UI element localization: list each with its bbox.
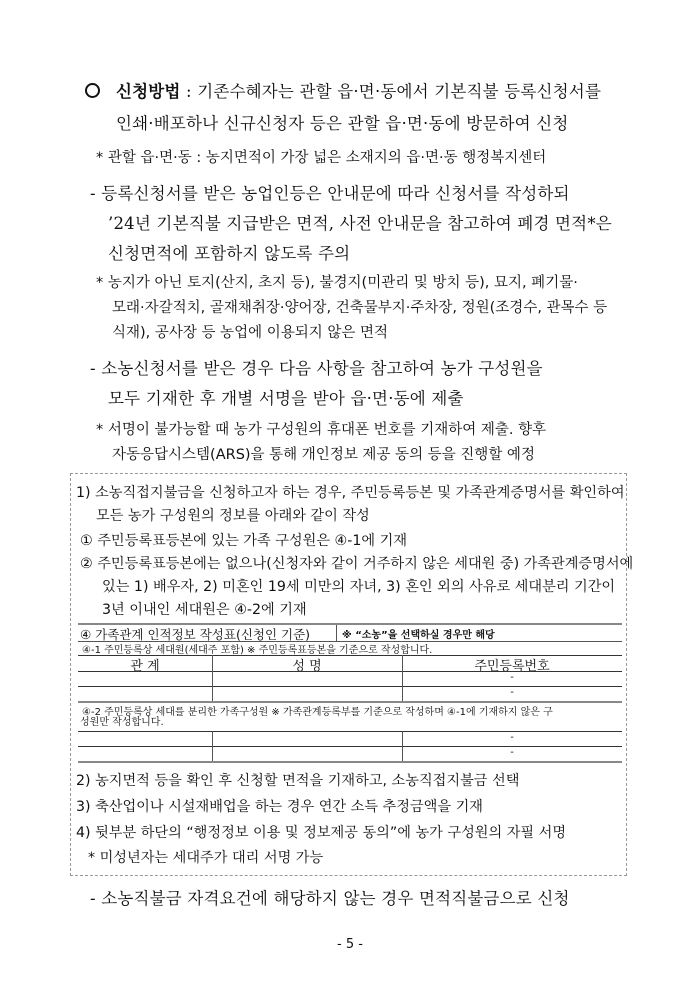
family-table-title-row (78, 623, 622, 642)
family-table-title-text: ④ 가족관계 인적정보 작성표(신청인 기준) (80, 627, 311, 642)
table-divider (78, 746, 622, 747)
note-signature-line2: 자동응답시스템(ARS)을 통해 개인정보 제공 동의 등을 진행할 예정 (112, 447, 535, 463)
resident-number-cell[interactable]: - (510, 672, 514, 683)
table-divider (78, 731, 622, 732)
dash-item-1-line2: ’24년 기본직불 지급받은 면적, 사전 안내문을 참고하여 폐경 면적*은 (108, 214, 612, 233)
table-divider (78, 686, 622, 687)
column-divider (402, 731, 403, 761)
header-name: 성 명 (292, 659, 322, 674)
column-divider (212, 655, 213, 701)
dash-item-2-line2: 모두 기재한 후 개별 서명을 받아 읍·면·동에 제출 (108, 389, 464, 408)
table-divider (78, 761, 622, 763)
box-item-4: 4) 뒷부분 하단의 “행정정보 이용 및 정보제공 동의”에 농가 구성원의 자필 서명 (76, 825, 567, 841)
box-sub-1: ① 주민등록표등본에 있는 가족 구성원은 ④-1에 기재 (80, 533, 408, 549)
box-sub-2-line1: ② 주민등록표등본에는 없으나(신청자와 같이 거주하지 않은 세대원 중) 가족관계증명서에 (80, 556, 634, 572)
dash-item-2-line1: - 소농신청서를 받은 경우 다음 사항을 참고하여 농가 구성원을 (90, 359, 543, 378)
family-table-title (80, 625, 337, 641)
note-nonfarm-line2: 모래·자갈적치, 골재채취장·양어장, 건축물부지·주차장, 정원(조경수, 관목수 등 (112, 300, 608, 316)
application-method-text: 기존수혜자는 관할 읍·면·동에서 기본직불 등록신청서를 (197, 82, 602, 101)
box-item-3: 3) 축산업이나 시설재배업을 하는 경우 연간 소득 추정금액을 기재 (76, 799, 483, 815)
resident-number-cell[interactable]: - (510, 732, 514, 743)
part2-caption-line1: ④-2 주민등록상 세대를 분리한 가족구성원 ※ 가족관계등록부를 기준으로 작성하며 ④-1에 기재하지 않은 구 (82, 707, 553, 718)
box-item-4-note: * 미성년자는 세대주가 대리 서명 가능 (88, 850, 324, 866)
dash-item-3: - 소농직불금 자격요건에 해당하지 않는 경우 면적직불금으로 신청 (90, 889, 570, 908)
application-method-label: 신청방법 (116, 82, 181, 101)
note-nonfarm-line3: 식재), 공사장 등 농업에 이용되지 않은 면적 (112, 325, 389, 341)
label-separator: : (180, 82, 198, 101)
box-item-1-line1: 1) 소농직접지불금을 신청하고자 하는 경우, 주민등록등본 및 가족관계증명서를 확인하여 (76, 485, 625, 501)
resident-number-cell[interactable]: - (510, 687, 514, 698)
application-method-line1 (116, 78, 601, 102)
dash-item-1-line1: - 등록신청서를 받은 농업인등은 안내문에 따라 신청서를 작성하되 (90, 184, 570, 203)
note-jurisdiction: * 관할 읍·면·동 : 농지면적이 가장 넓은 소재지의 읍·면·동 행정복지센터 (96, 150, 547, 166)
part1-caption: ④-1 주민등록상 세대원(세대주 포함) ※ 주민등록표등본을 기준으로 작성합니다. (82, 645, 433, 656)
note-signature-line1: * 서명이 불가능할 때 농가 구성원의 휴대폰 번호를 기재하여 제출. 향후 (96, 422, 547, 438)
box-sub-2-line3: 3년 이내인 세대원은 ④-2에 기재 (102, 602, 307, 618)
note-nonfarm-line1: * 농지가 아닌 토지(산지, 초지 등), 불경지(미관리 및 방치 등), 묘지, 폐기물· (96, 275, 578, 291)
column-divider (212, 731, 213, 761)
resident-number-cell[interactable]: - (510, 747, 514, 758)
circle-bullet-icon (85, 83, 100, 98)
table-divider (78, 671, 622, 672)
part2-caption-line2: 성원만 작성합니다. (80, 717, 164, 728)
header-resident-number: 주민등록번호 (474, 659, 550, 674)
header-relation: 관 계 (130, 659, 160, 674)
page-number: - 5 - (337, 937, 363, 952)
box-item-1-line2: 모든 농가 구성원의 정보를 아래와 같이 작성 (96, 508, 370, 524)
family-table-title-note: ※ “소농”을 선택하실 경우만 해당 (342, 630, 495, 641)
column-divider (402, 655, 403, 701)
dash-item-1-line3: 신청면적에 포함하지 않도록 주의 (108, 244, 351, 263)
application-method-line2: 인쇄·배포하나 신규신청자 등은 관할 읍·면·동에 방문하여 신청 (116, 114, 569, 133)
box-item-2: 2) 농지면적 등을 확인 후 신청할 면적을 기재하고, 소농직접지불금 선택 (76, 773, 520, 789)
box-sub-2-line2: 있는 1) 배우자, 2) 미혼인 19세 미만의 자녀, 3) 혼인 외의 사유로 세대분리 기간이 (102, 579, 616, 595)
